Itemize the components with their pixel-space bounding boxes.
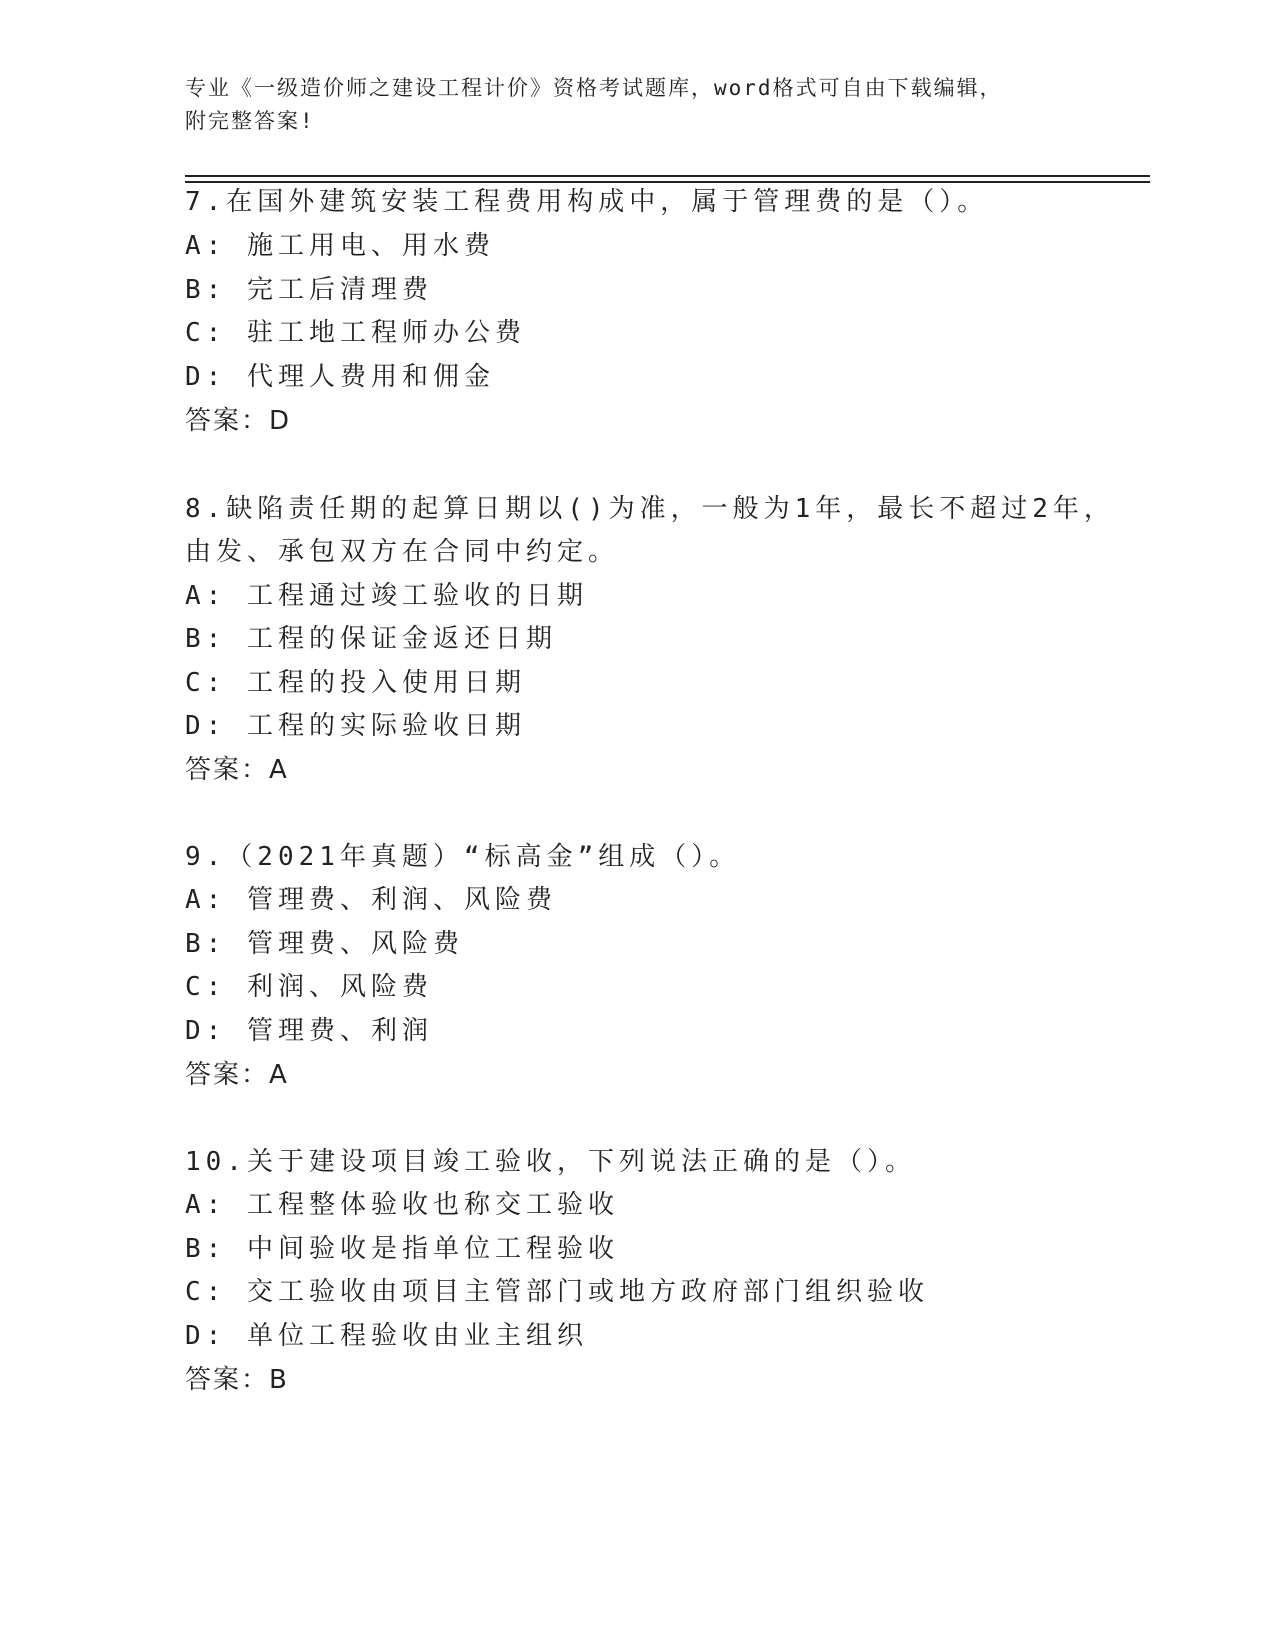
question-7-option-a: A: 施工用电、用水费	[185, 231, 495, 261]
question-8-option-d: D: 工程的实际验收日期	[185, 711, 526, 741]
question-10-option-a: A: 工程整体验收也称交工验收	[185, 1190, 619, 1220]
question-8-answer: 答案：A	[185, 755, 289, 785]
question-10-option-d: D: 单位工程验收由业主组织	[185, 1321, 588, 1351]
question-8-option-a: A: 工程通过竣工验收的日期	[185, 581, 588, 611]
header-divider-top	[185, 175, 1150, 177]
question-9-option-b: B: 管理费、风险费	[185, 929, 464, 959]
question-10-option-b: B: 中间验收是指单位工程验收	[185, 1234, 619, 1264]
question-9-option-c: C: 利润、风险费	[185, 972, 433, 1002]
question-9-answer: 答案：A	[185, 1060, 289, 1090]
document-header	[185, 72, 1085, 138]
header-line-1: 专业《一级造价师之建设工程计价》资格考试题库，word格式可自由下载编辑，	[185, 76, 1003, 100]
question-8-stem-cont: 由发、承包双方在合同中约定。	[185, 537, 620, 567]
question-8-option-c: C: 工程的投入使用日期	[185, 668, 526, 698]
header-line-2: 附完整答案!	[185, 109, 315, 133]
question-8-option-b: B: 工程的保证金返还日期	[185, 624, 557, 654]
question-7-answer: 答案：D	[185, 406, 292, 436]
question-10-stem: 10.关于建设项目竣工验收，下列说法正确的是（）。	[185, 1147, 916, 1177]
question-10-option-c: C: 交工验收由项目主管部门或地方政府部门组织验收	[185, 1277, 929, 1307]
question-7-option-d: D: 代理人费用和佣金	[185, 362, 495, 392]
header-divider-bottom	[185, 181, 1150, 183]
question-8-stem: 8.缺陷责任期的起算日期以()为准，一般为1年，最长不超过2年，	[185, 494, 1115, 524]
question-7-option-c: C: 驻工地工程师办公费	[185, 318, 526, 348]
question-9-option-d: D: 管理费、利润	[185, 1016, 433, 1046]
question-7-option-b: B: 完工后清理费	[185, 275, 433, 305]
question-9-option-a: A: 管理费、利润、风险费	[185, 885, 557, 915]
question-7-stem: 7.在国外建筑安装工程费用构成中，属于管理费的是（）。	[185, 187, 989, 217]
question-9-stem: 9.（2021年真题）“标高金”组成（）。	[185, 842, 741, 872]
question-10-answer: 答案：B	[185, 1365, 289, 1395]
